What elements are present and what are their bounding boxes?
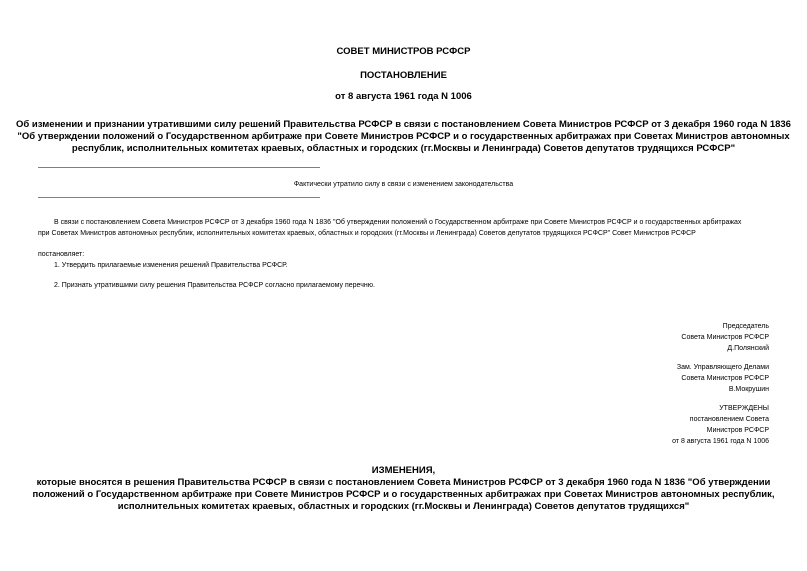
signature-line: Д.Полянский: [727, 345, 769, 352]
approval-block: [672, 403, 769, 447]
changes-line: которые вносятся в решения Правительства РСФСР в связи с постановлением Совета Министров РСФСР от 3 декабря 1960 года N 1836 "Об утверждении: [36, 477, 771, 488]
chairman-signature: [681, 321, 769, 354]
resolves-word: постановляет:: [38, 251, 85, 258]
approval-line: Министров РСФСР: [706, 427, 769, 434]
document-date-number: от 8 августа 1961 года N 1006: [335, 91, 472, 102]
status-note: Фактически утратило силу в связи с изменением законодательства: [293, 181, 514, 188]
preamble-line: при Советах Министров автономных республик, исполнительных комитетах краевых, областных и городских (гг.Москвы и Ленинграда) Советов депутатов трудящихся РСФСР" Совет Министров РСФСР: [38, 230, 696, 237]
resolution-item: 2. Признать утратившими силу решения Правительства РСФСР согласно прилагаемому перечню.: [54, 282, 375, 289]
document-title-line: "Об утверждении положений о Государственном арбитраже при Совете Министров РСФСР и о государственных арбитражах при Советах Министров автономных: [17, 131, 790, 142]
preamble-line: В связи с постановлением Совета Министров РСФСР от 3 декабря 1960 года N 1836 "Об утверждении положений о Государственном арбитраже при Совете Министров РСФСР и о государственных арбитражах: [54, 219, 742, 226]
preamble: [38, 217, 807, 239]
approval-line: от 8 августа 1961 года N 1006: [672, 438, 769, 445]
divider-bottom: [38, 197, 320, 198]
document-title: [0, 119, 807, 155]
divider-top: [38, 167, 320, 168]
signature-line: Совета Министров РСФСР: [681, 375, 769, 382]
signature-line: Председатель: [722, 323, 769, 330]
document-type: ПОСТАНОВЛЕНИЕ: [360, 70, 447, 81]
changes-line: исполнительных комитетах краевых, областных и городских (гг.Москвы и Ленинграда) Советов депутатов трудящихся": [117, 501, 690, 512]
changes-line: положений о Государственном арбитраже при Совете Министров РСФСР и о государственных арбитражах при Советах Министров автономных республик,: [32, 489, 775, 500]
signature-line: Совета Министров РСФСР: [681, 334, 769, 341]
signature-line: Зам. Управляющего Делами: [676, 364, 769, 371]
signature-line: В.Мокрушин: [728, 386, 769, 393]
document-title-line: республик, исполнительных комитетах краевых, областных и городских (гг.Москвы и Ленинграда) Советов депутатов трудящихся РСФСР": [71, 143, 736, 154]
approval-line: постановлением Совета: [689, 416, 769, 423]
approval-line: УТВЕРЖДЕНЫ: [719, 405, 769, 412]
document-title-line: Об изменении и признании утратившими силу решений Правительства РСФСР в связи с постановлением Совета Министров РСФСР от 3 декабря 1960 года N 1836: [16, 119, 791, 130]
changes-heading: ИЗМЕНЕНИЯ,: [371, 465, 436, 476]
resolution-item: 1. Утвердить прилагаемые изменения решений Правительства РСФСР.: [54, 262, 288, 269]
changes-description: [0, 477, 807, 513]
deputy-signature: [677, 362, 769, 395]
issuing-authority: СОВЕТ МИНИСТРОВ РСФСР: [336, 46, 471, 57]
